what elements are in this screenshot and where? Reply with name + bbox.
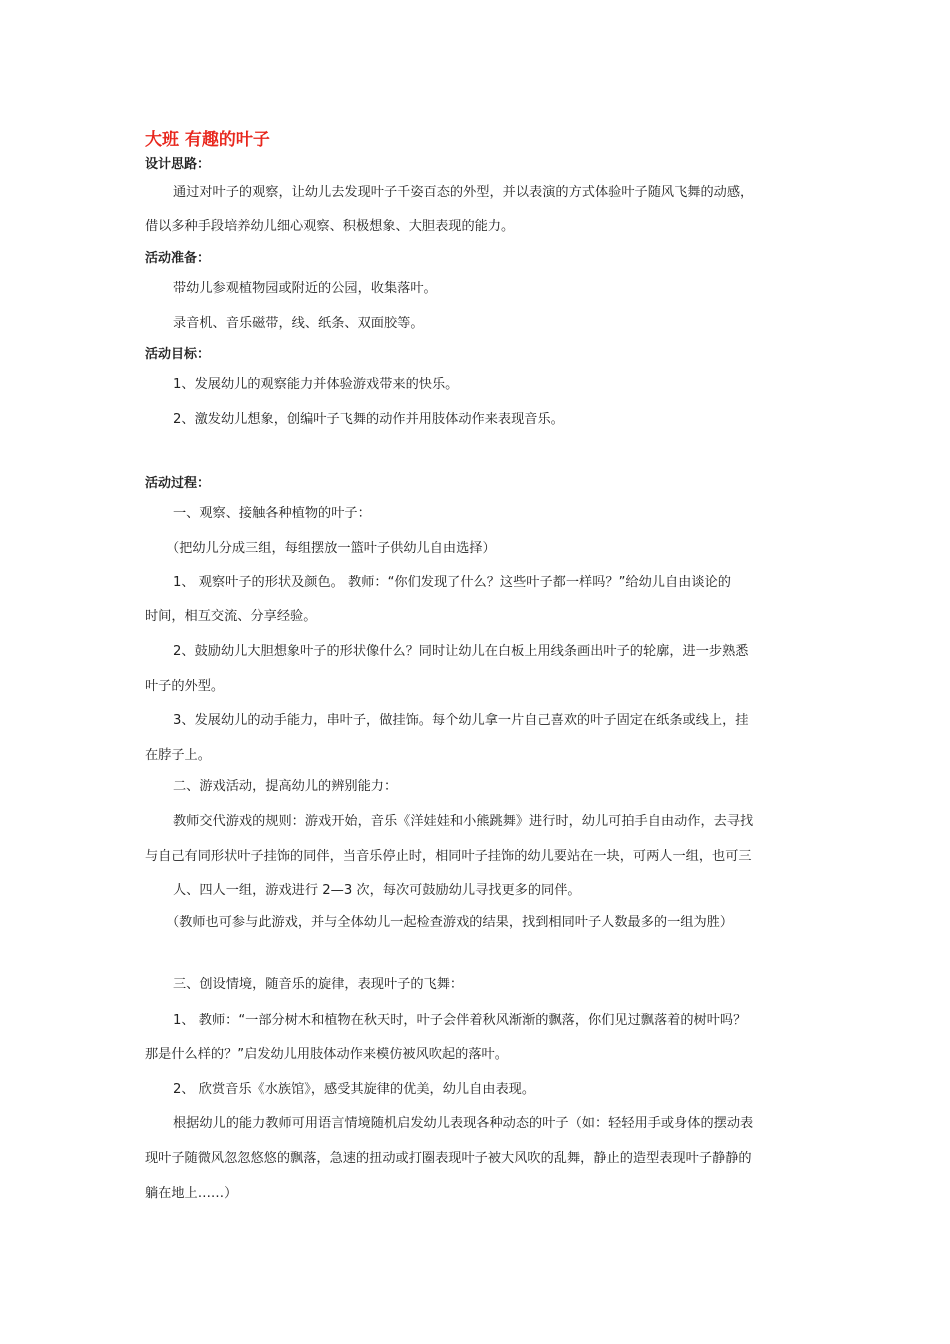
design-paragraph-line-1: 通过对叶子的观察，让幼儿去发现叶子千姿百态的外型，并以表演的方式体验叶子随风飞舞的动感，	[173, 185, 754, 200]
preparation-heading: 活动准备：	[145, 251, 211, 266]
process-part-1-step-3-line-1: 3、发展幼儿的动手能力，串叶子，做挂饰。每个幼儿拿一片自己喜欢的叶子固定在纸条或线上，挂	[173, 713, 749, 728]
process-part-2-line-2: 与自己有同形状叶子挂饰的同伴，当音乐停止时，相同叶子挂饰的幼儿要站在一块，可两人一组，也可三	[145, 849, 752, 864]
process-part-1-step-1-line-1: 1、 观察叶子的形状及颜色。 教师：“你们发现了什么？这些叶子都一样吗？”给幼儿自由谈论的	[173, 575, 731, 590]
process-part-1-title: 一、观察、接触各种植物的叶子：	[173, 506, 371, 521]
process-part-1-step-1-line-2: 时间，相互交流、分享经验。	[145, 609, 317, 624]
process-part-2-note: （教师也可参与此游戏，并与全体幼儿一起检查游戏的结果，找到相同叶子人数最多的一组为胜）	[166, 915, 734, 930]
process-heading: 活动过程：	[145, 476, 211, 491]
goal-item-1: 1、发展幼儿的观察能力并体验游戏带来的快乐。	[173, 377, 459, 392]
design-paragraph-line-2: 借以多种手段培养幼儿细心观察、积极想象、大胆表现的能力。	[145, 219, 515, 234]
process-part-2-title: 二、游戏活动，提高幼儿的辨别能力：	[173, 779, 398, 794]
process-part-3-line-3: 躺在地上……）	[145, 1186, 238, 1201]
process-part-3-step-2: 2、 欣赏音乐《水族馆》，感受其旋律的优美，幼儿自由表现。	[173, 1082, 536, 1097]
process-part-3-line-2: 现叶子随微风忽忽悠悠的飘落，急速的扭动或打圈表现叶子被大风吹的乱舞，静止的造型表现叶子静静的	[145, 1151, 752, 1166]
design-heading: 设计思路：	[145, 157, 211, 172]
process-part-3-step-1-line-2: 那是什么样的？”启发幼儿用肢体动作来模仿被风吹起的落叶。	[145, 1047, 508, 1062]
goals-heading: 活动目标：	[145, 347, 211, 362]
process-part-1-step-2-line-2: 叶子的外型。	[145, 679, 225, 694]
document-title: 大班 有趣的叶子	[145, 130, 270, 150]
process-part-2-line-1: 教师交代游戏的规则：游戏开始，音乐《洋娃娃和小熊跳舞》进行时，幼儿可拍手自由动作，去寻找	[173, 814, 754, 829]
process-part-2-line-3: 人、四人一组，游戏进行 2—3 次，每次可鼓励幼儿寻找更多的同伴。	[173, 883, 581, 898]
process-part-1-step-3-line-2: 在脖子上。	[145, 748, 211, 763]
preparation-item-1: 带幼儿参观植物园或附近的公园，收集落叶。	[173, 281, 437, 296]
process-part-3-step-1-line-1: 1、 教师：“一部分树木和植物在秋天时，叶子会伴着秋风渐渐的飘落，你们见过飘落着的树叶吗？	[173, 1013, 747, 1028]
preparation-item-2: 录音机、音乐磁带，线、纸条、双面胶等。	[173, 316, 424, 331]
goal-item-2: 2、激发幼儿想象，创编叶子飞舞的动作并用肢体动作来表现音乐。	[173, 412, 564, 427]
process-part-1-note: （把幼儿分成三组，每组摆放一篮叶子供幼儿自由选择）	[166, 541, 496, 556]
process-part-3-line-1: 根据幼儿的能力教师可用语言情境随机启发幼儿表现各种动态的叶子（如：轻轻用手或身体的摆动表	[173, 1116, 754, 1131]
process-part-1-step-2-line-1: 2、鼓励幼儿大胆想象叶子的形状像什么？同时让幼儿在白板上用线条画出叶子的轮廓，进一步熟悉	[173, 644, 749, 659]
process-part-3-title: 三、创设情境，随音乐的旋律，表现叶子的飞舞：	[173, 977, 464, 992]
